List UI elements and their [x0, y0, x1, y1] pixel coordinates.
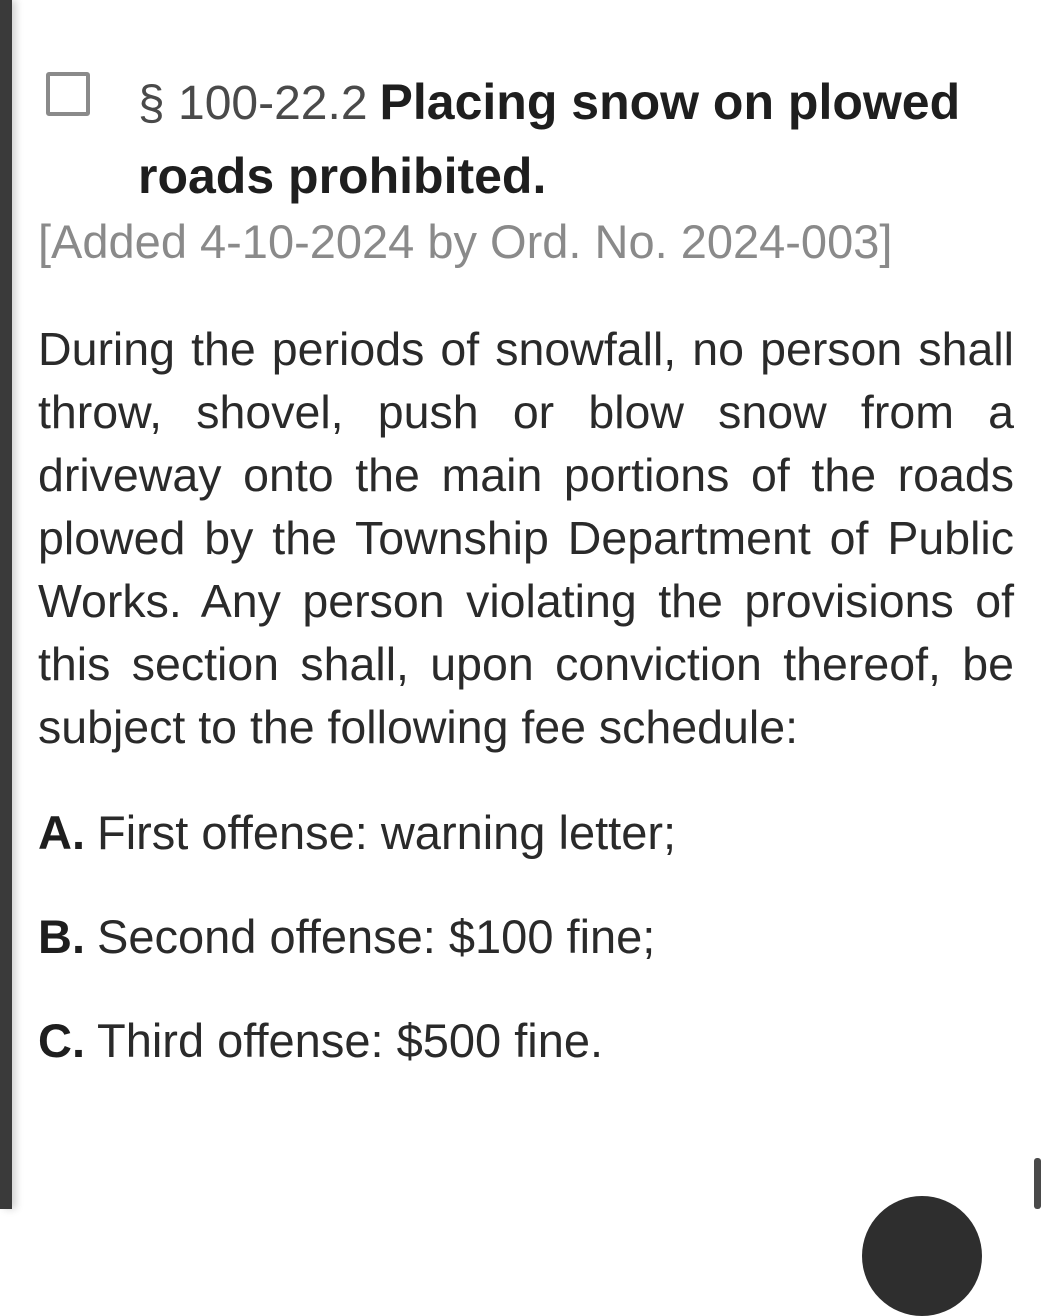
fee-schedule-list: [38, 805, 1014, 1069]
list-item: [38, 805, 1014, 861]
scrollbar-thumb[interactable]: [1034, 1158, 1041, 1209]
section-select-checkbox[interactable]: [46, 72, 90, 116]
section-body-text: During the periods of snowfall, no person shall throw, shovel, push or blow snow from a driveway onto the main portions of the roads plowed by the Township Department of Public Works. Any person violating the provisions of this section shall, upon conviction thereof, be subject to the following fee schedule:: [38, 323, 1014, 753]
section-history-note: [Added 4-10-2024 by Ord. No. 2024-003]: [38, 215, 893, 268]
list-item: [38, 1013, 1014, 1069]
floating-action-button[interactable]: [862, 1196, 982, 1316]
list-item-text: Second offense: $100 fine;: [97, 910, 656, 963]
left-panel-edge: [0, 0, 12, 1209]
list-item-letter: B.: [38, 910, 85, 963]
list-item-text: Third offense: $500 fine.: [97, 1014, 604, 1067]
section-heading: [138, 66, 978, 212]
list-item: [38, 909, 1014, 965]
list-item-text: First offense: warning letter;: [97, 806, 677, 859]
section-number: § 100-22.2: [138, 77, 368, 130]
list-item-letter: A.: [38, 806, 85, 859]
list-item-letter: C.: [38, 1014, 85, 1067]
section-title: Placing snow on plowed roads prohibited.: [138, 74, 961, 204]
section-header: [38, 62, 1014, 212]
section-content: [38, 62, 1014, 1117]
